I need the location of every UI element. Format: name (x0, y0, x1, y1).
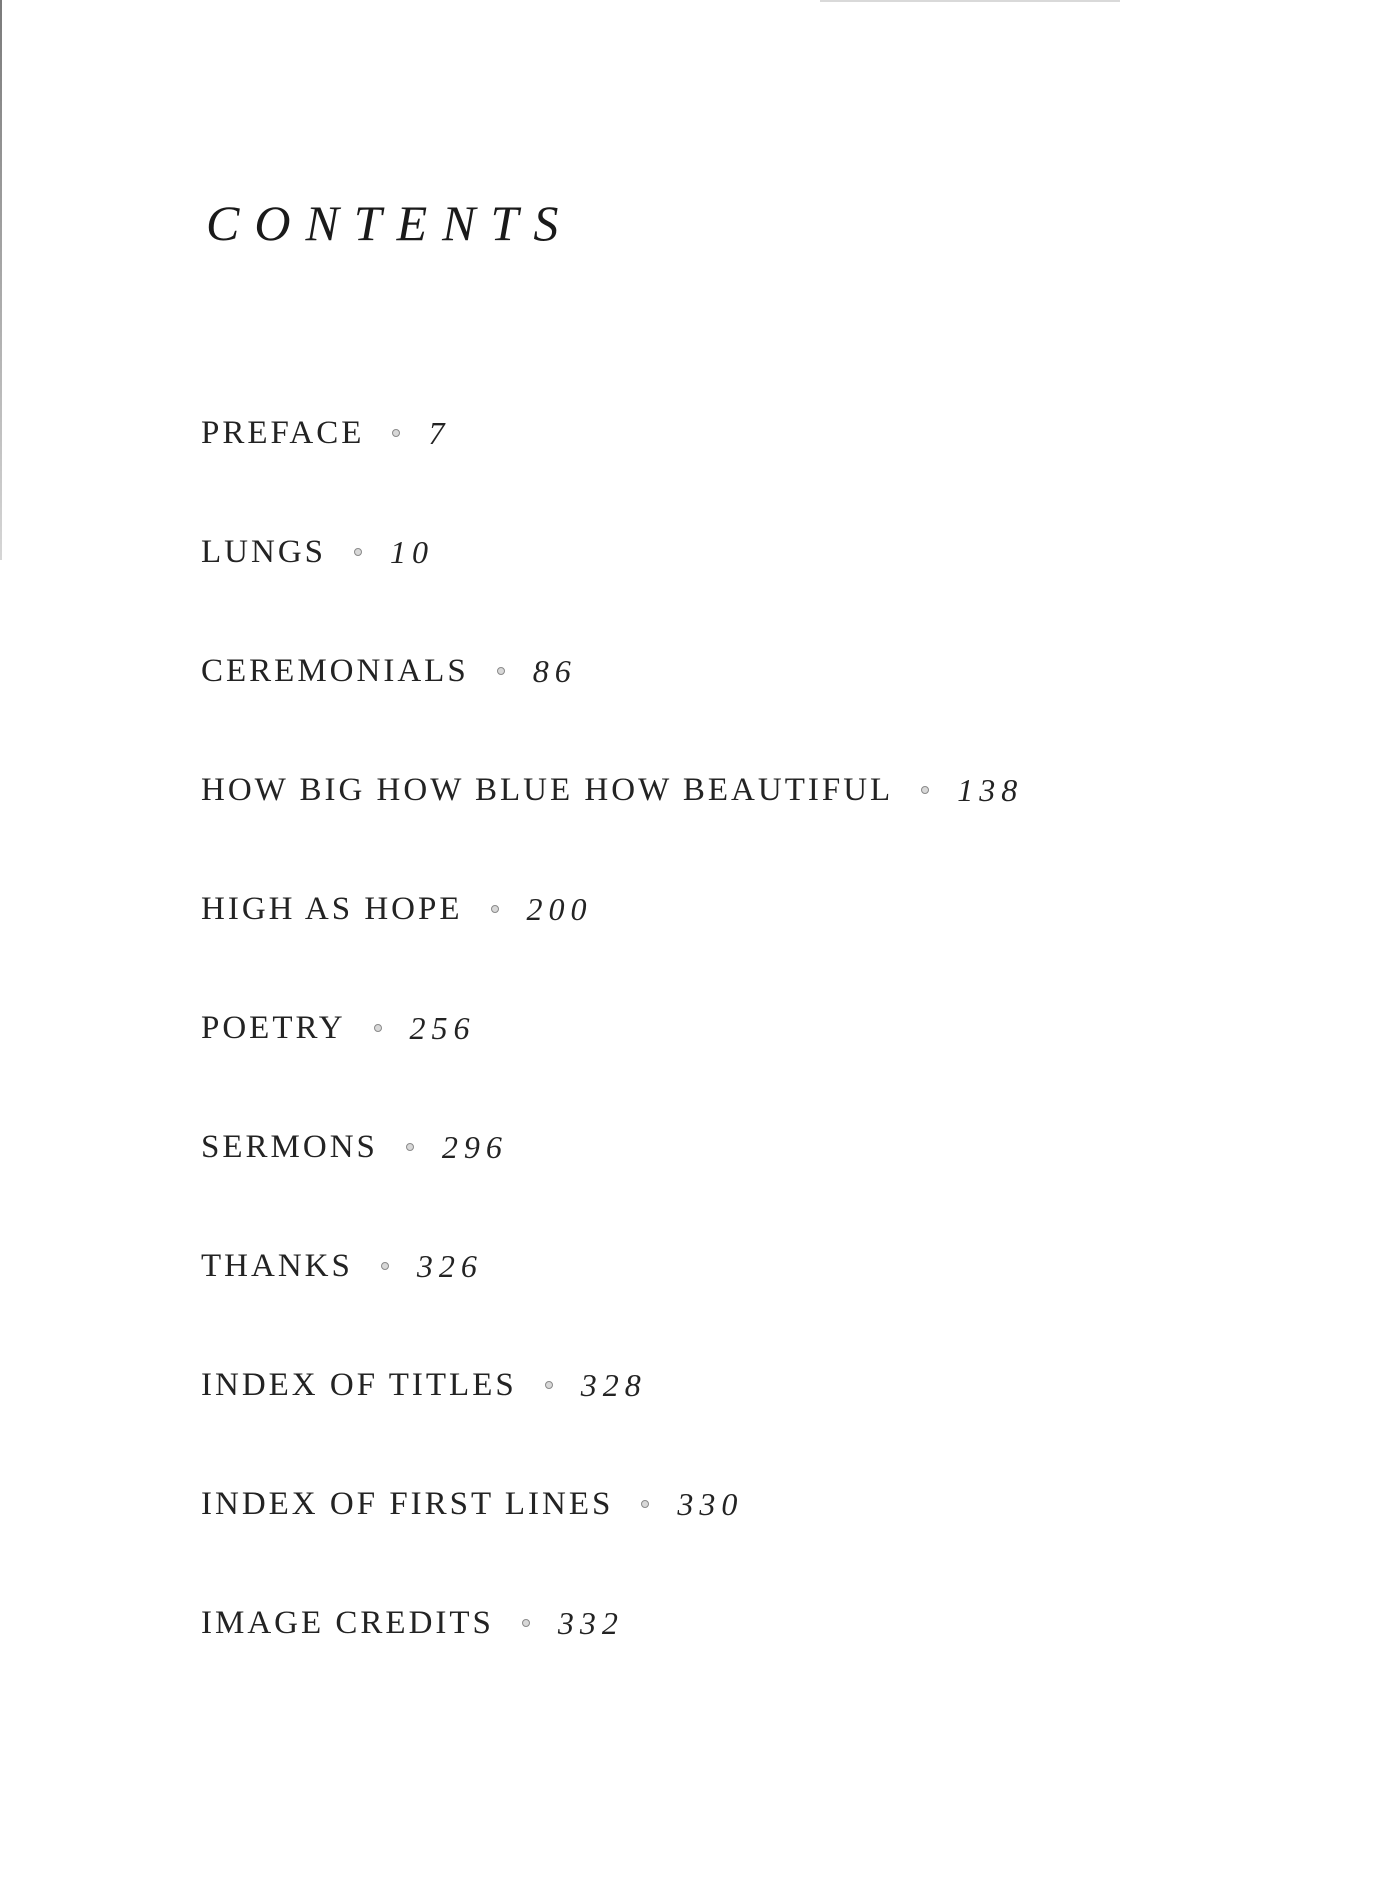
toc-entry-title: INDEX OF TITLES (201, 1367, 517, 1403)
toc-entry-poetry[interactable] (201, 1008, 1201, 1127)
toc-entry-title: POETRY (201, 1010, 346, 1046)
toc-entry-high-as-hope[interactable] (201, 889, 1201, 1008)
toc-entry-page-number: 86 (532, 653, 577, 689)
toc-entry-lungs[interactable] (201, 532, 1201, 651)
toc-entry-page-number: 296 (441, 1129, 508, 1165)
small-circle-icon (921, 786, 929, 794)
toc-entry-title: PREFACE (201, 415, 365, 451)
small-circle-icon (641, 1500, 649, 1508)
toc-entry-image-credits[interactable] (201, 1603, 1201, 1722)
toc-entry-title: HIGH AS HOPE (201, 891, 463, 927)
toc-entry-page-number: 328 (580, 1367, 647, 1403)
small-circle-icon (491, 905, 499, 913)
toc-entry-page-number: 330 (677, 1486, 744, 1522)
toc-entry-title: HOW BIG HOW BLUE HOW BEAUTIFUL (201, 772, 894, 808)
scan-edge-line (0, 0, 2, 560)
toc-entry-preface[interactable] (201, 413, 1201, 532)
toc-entry-sermons[interactable] (201, 1127, 1201, 1246)
small-circle-icon (381, 1262, 389, 1270)
toc-entry-title: LUNGS (201, 534, 327, 570)
toc-entry-index-of-titles[interactable] (201, 1365, 1201, 1484)
toc-entry-title: INDEX OF FIRST LINES (201, 1486, 614, 1522)
toc-entry-thanks[interactable] (201, 1246, 1201, 1365)
small-circle-icon (406, 1143, 414, 1151)
small-circle-icon (497, 667, 505, 675)
toc-entry-title: THANKS (201, 1248, 353, 1284)
toc-entry-page-number: 332 (557, 1605, 624, 1641)
toc-entry-index-of-first-lines[interactable] (201, 1484, 1201, 1603)
toc-entry-title: CEREMONIALS (201, 653, 469, 689)
toc-entry-how-big-how-blue-how-beautiful[interactable] (201, 770, 1201, 889)
toc-entry-title: SERMONS (201, 1129, 378, 1165)
scan-top-mark (820, 0, 1120, 2)
toc-entry-page-number: 138 (957, 772, 1024, 808)
toc-entry-title: IMAGE CREDITS (201, 1605, 494, 1641)
small-circle-icon (354, 548, 362, 556)
toc-entry-page-number: 7 (428, 415, 451, 451)
toc-entry-page-number: 326 (416, 1248, 483, 1284)
small-circle-icon (374, 1024, 382, 1032)
page-title: CONTENTS (206, 195, 574, 251)
small-circle-icon (522, 1619, 530, 1627)
toc-entry-page-number: 10 (390, 534, 435, 570)
toc-entry-page-number: 256 (409, 1010, 476, 1046)
toc-entry-page-number: 200 (526, 891, 593, 927)
small-circle-icon (545, 1381, 553, 1389)
toc-entry-ceremonials[interactable] (201, 651, 1201, 770)
table-of-contents (201, 413, 1201, 1722)
small-circle-icon (392, 429, 400, 437)
